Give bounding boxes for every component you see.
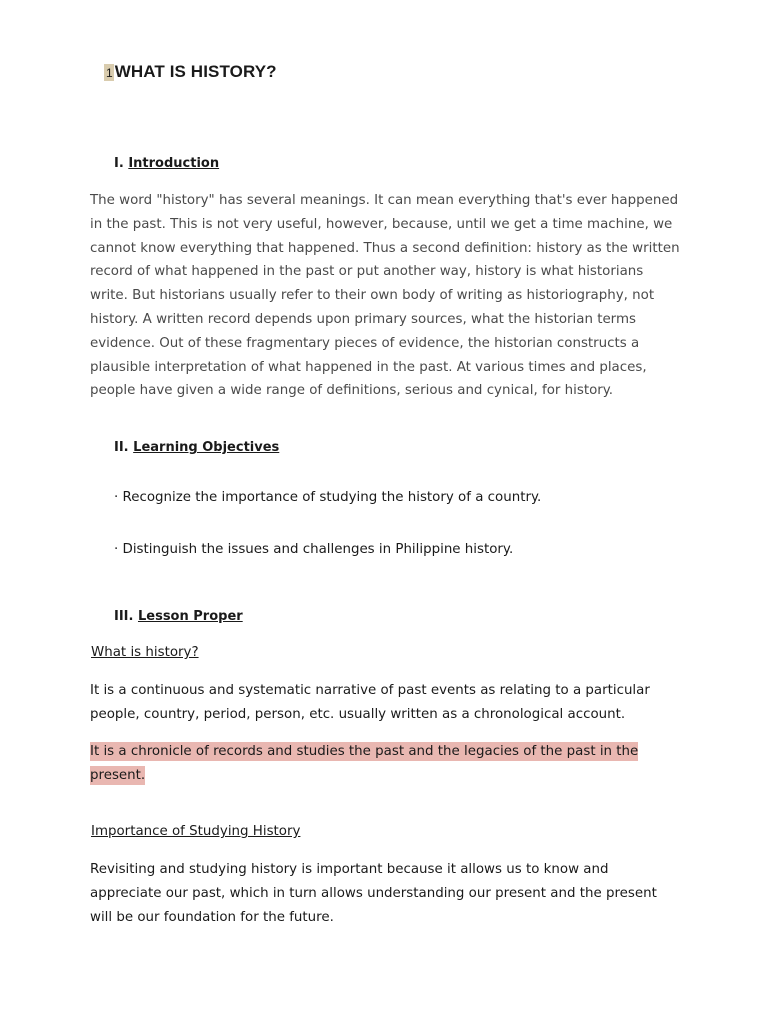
section-numeral: III. — [114, 609, 134, 624]
highlighted-paragraph — [90, 740, 680, 788]
section-heading-lesson — [114, 609, 243, 624]
section-heading-text: Lesson Proper — [137, 609, 243, 624]
section-heading-text: Learning Objectives — [133, 440, 280, 455]
section-heading-text: Introduction — [128, 156, 220, 171]
objective-item-2: · Distinguish the issues and challenges in Philippine history. — [114, 542, 514, 557]
title-number: 1 — [106, 66, 113, 80]
section-heading-introduction — [114, 156, 219, 171]
objective-item-1: · Recognize the importance of studying the history of a country. — [114, 490, 542, 505]
subheading-importance: Importance of Studying History — [91, 824, 301, 839]
title-text: WHAT IS HISTORY? — [114, 62, 277, 81]
definition-paragraph: It is a continuous and systematic narrative of past events as relating to a particular people, country, period, person, etc. usually written as a chronological account. — [90, 683, 650, 722]
subheading-what-is-history: What is history? — [91, 645, 199, 660]
introduction-paragraph: The word "history" has several meanings. It can mean everything that's ever happened in the past. This is not very useful, however, because, until we get a time machine, we cannot know everything that happened. Thus a second definition: history as the written record of what happened in the past or put another way, history is what historians write. But historians usually refer to their own body of writing as historiography, not history. A written record depends upon primary sources, what the historian terms evidence. Out of these fragmentary pieces of evidence, the historian constructs a plausible interpretation of what happened in the past. At various times and places, people have given a wide range of definitions, serious and cynical, for history. — [90, 193, 680, 399]
page-title — [104, 62, 277, 82]
section-numeral: II. — [114, 440, 129, 455]
importance-paragraph: Revisiting and studying history is important because it allows us to know and appreciate our past, which in turn allows understanding our present and the present will be our foundation for the future. — [90, 862, 657, 925]
section-heading-objectives — [114, 440, 279, 455]
highlighted-text: It is a chronicle of records and studies the past and the legacies of the past in the present. — [90, 744, 639, 783]
section-numeral: I. — [114, 156, 124, 171]
